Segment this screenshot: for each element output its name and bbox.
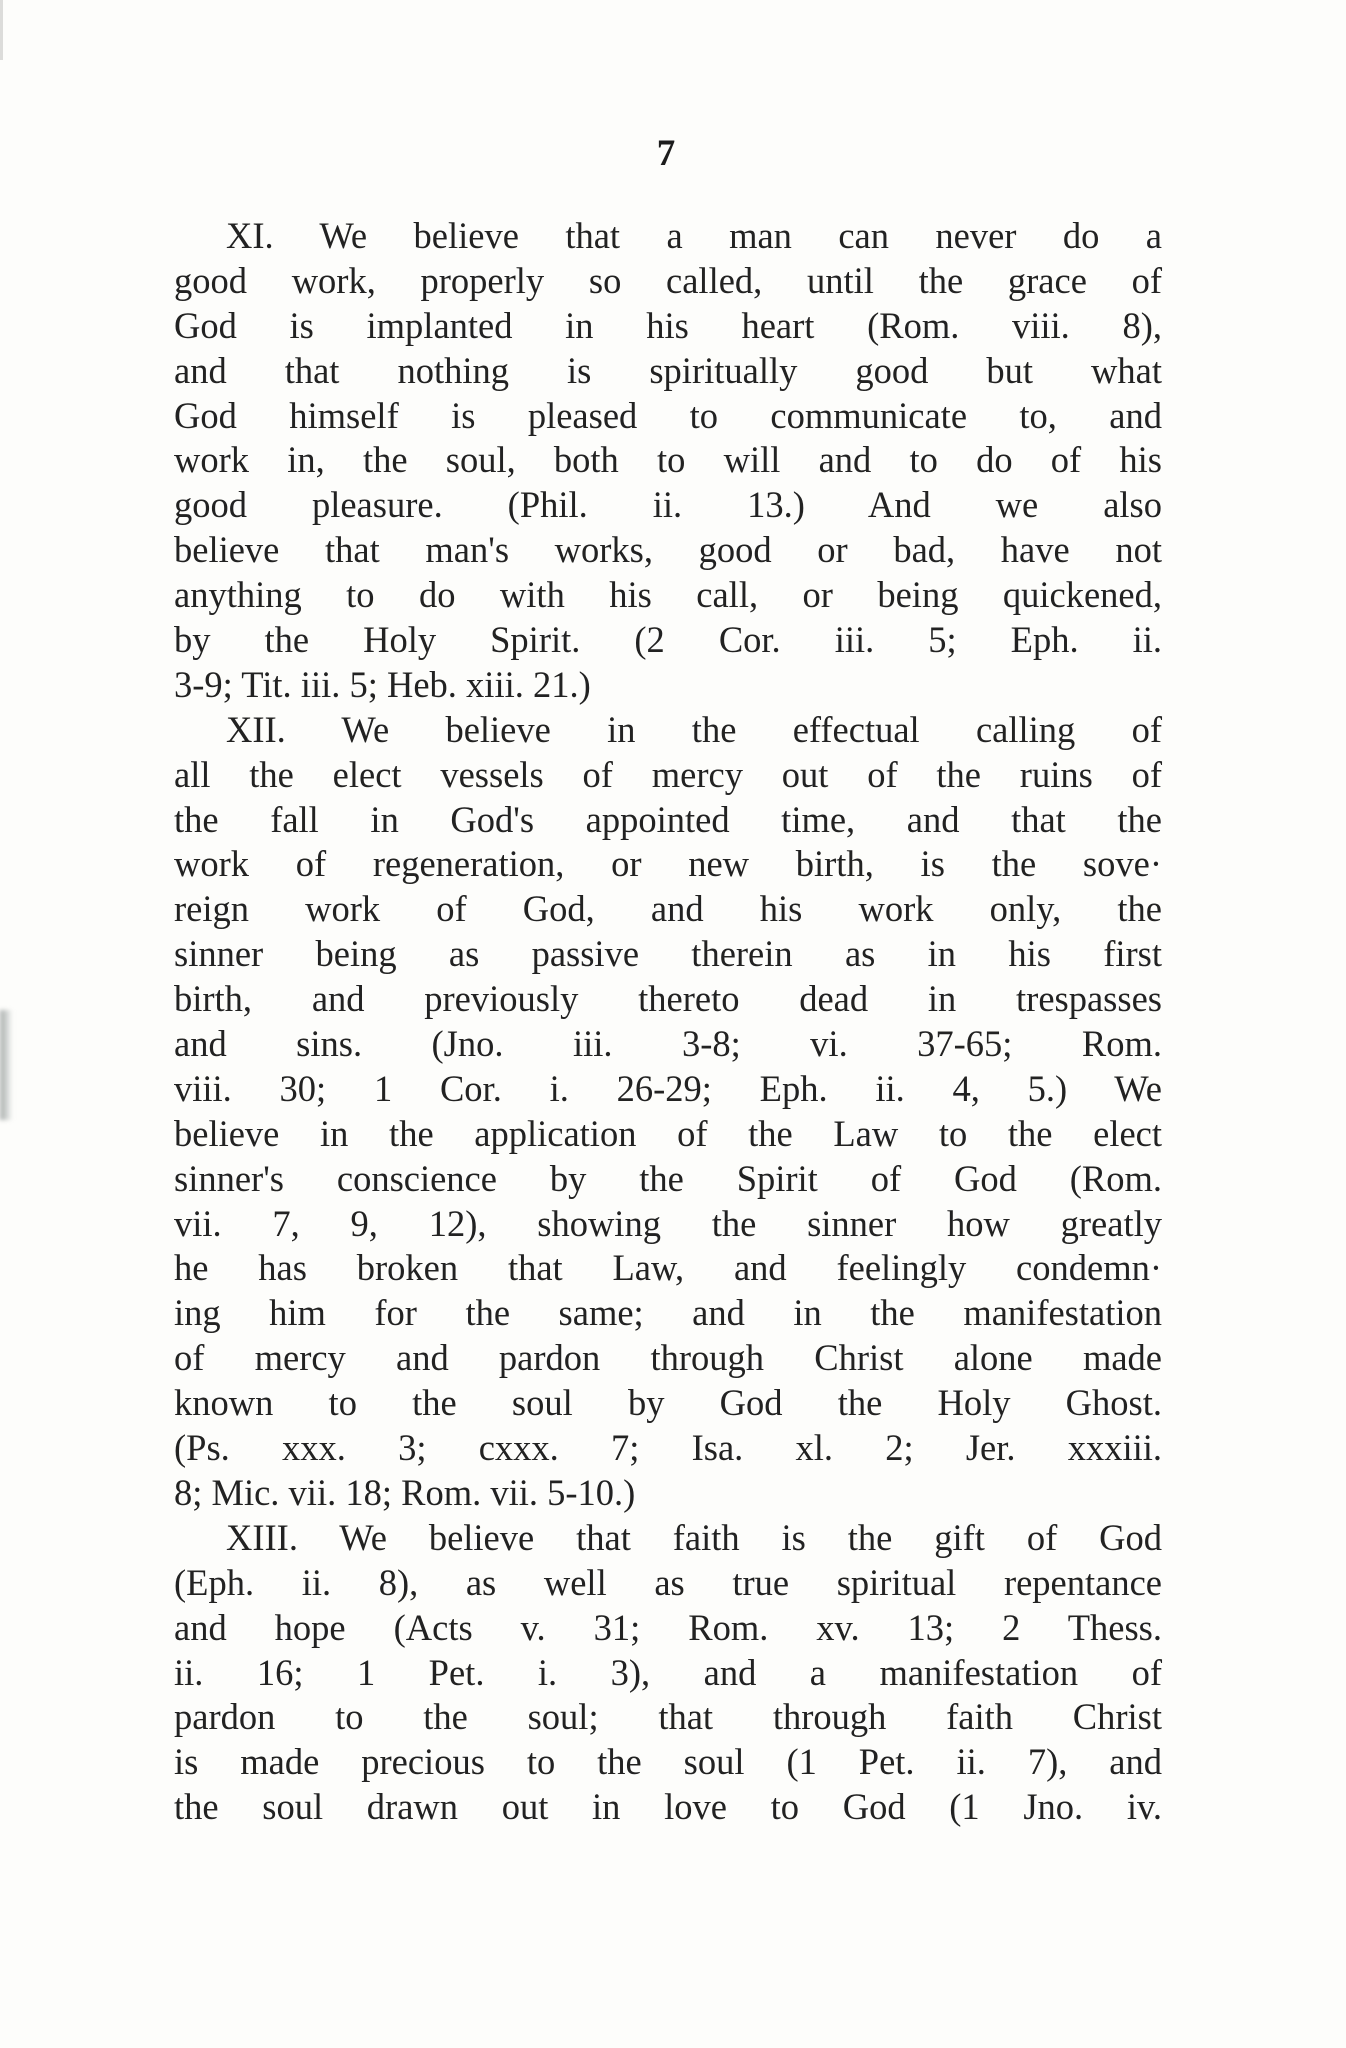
text-line: is made precious to the soul (1 Pet. ii. 7), and [174, 1741, 1162, 1783]
text-line: birth, and previously thereto dead in trespasses [174, 978, 1162, 1020]
text-line: believe in the application of the Law to the elect [174, 1112, 1162, 1154]
text-line: the soul drawn out in love to God (1 Jno. iv. [174, 1786, 1162, 1828]
text-line: and hope (Acts v. 31; Rom. xv. 13; 2 Thess. [174, 1606, 1162, 1648]
text-line: and that nothing is spiritually good but what [174, 349, 1162, 391]
page-edge-shadow [0, 0, 3, 60]
text-line: good pleasure. (Phil. ii. 13.) And we also [174, 484, 1162, 526]
text-line: God himself is pleased to communicate to, and [174, 394, 1162, 436]
page-number: 7 [656, 133, 676, 174]
text-line: God is implanted in his heart (Rom. viii. 8), [174, 304, 1162, 346]
scan-margin-mark [0, 1010, 12, 1120]
text-line: sinner being as passive therein as in his first [174, 933, 1162, 975]
text-line: pardon to the soul; that through faith Christ [174, 1696, 1162, 1738]
text-line: viii. 30; 1 Cor. i. 26-29; Eph. ii. 4, 5.) We [174, 1067, 1162, 1109]
text-line: anything to do with his call, or being quickened, [174, 574, 1162, 616]
text-line: ii. 16; 1 Pet. i. 3), and a manifestation of [174, 1651, 1162, 1693]
text-line: (Ps. xxx. 3; cxxx. 7; Isa. xl. 2; Jer. xxxiii. [174, 1427, 1162, 1469]
text-line: work of regeneration, or new birth, is the sove· [174, 843, 1162, 885]
text-line: 3-9; Tit. iii. 5; Heb. xiii. 21.) [174, 663, 591, 705]
text-line: vii. 7, 9, 12), showing the sinner how greatly [174, 1202, 1162, 1244]
text-line: XI. We believe that a man can never do a [226, 215, 1162, 256]
text-line: by the Holy Spirit. (2 Cor. iii. 5; Eph. ii. [174, 619, 1162, 661]
text-line: 8; Mic. vii. 18; Rom. vii. 5-10.) [174, 1471, 636, 1513]
text-line: the fall in God's appointed time, and that the [174, 798, 1162, 840]
text-line: all the elect vessels of mercy out of the ruins of [174, 753, 1162, 795]
text-line: believe that man's works, good or bad, have not [174, 529, 1162, 571]
text-line: reign work of God, and his work only, the [174, 888, 1162, 930]
text-line: and sins. (Jno. iii. 3-8; vi. 37-65; Rom. [174, 1023, 1162, 1065]
text-line: XIII. We believe that faith is the gift of God [226, 1516, 1162, 1558]
text-line: he has broken that Law, and feelingly condemn· [174, 1247, 1162, 1289]
text-line: known to the soul by God the Holy Ghost. [174, 1382, 1162, 1424]
text-line: sinner's conscience by the Spirit of God (Rom. [174, 1157, 1162, 1199]
text-line: XII. We believe in the effectual calling of [226, 708, 1162, 750]
body-text [174, 214, 1162, 1830]
text-line: good work, properly so called, until the grace of [174, 259, 1162, 301]
text-line: (Eph. ii. 8), as well as true spiritual repentance [174, 1561, 1162, 1603]
text-line: work in, the soul, both to will and to do of his [174, 439, 1162, 481]
text-line: ing him for the same; and in the manifestation [174, 1292, 1162, 1334]
text-line: of mercy and pardon through Christ alone made [174, 1337, 1162, 1379]
